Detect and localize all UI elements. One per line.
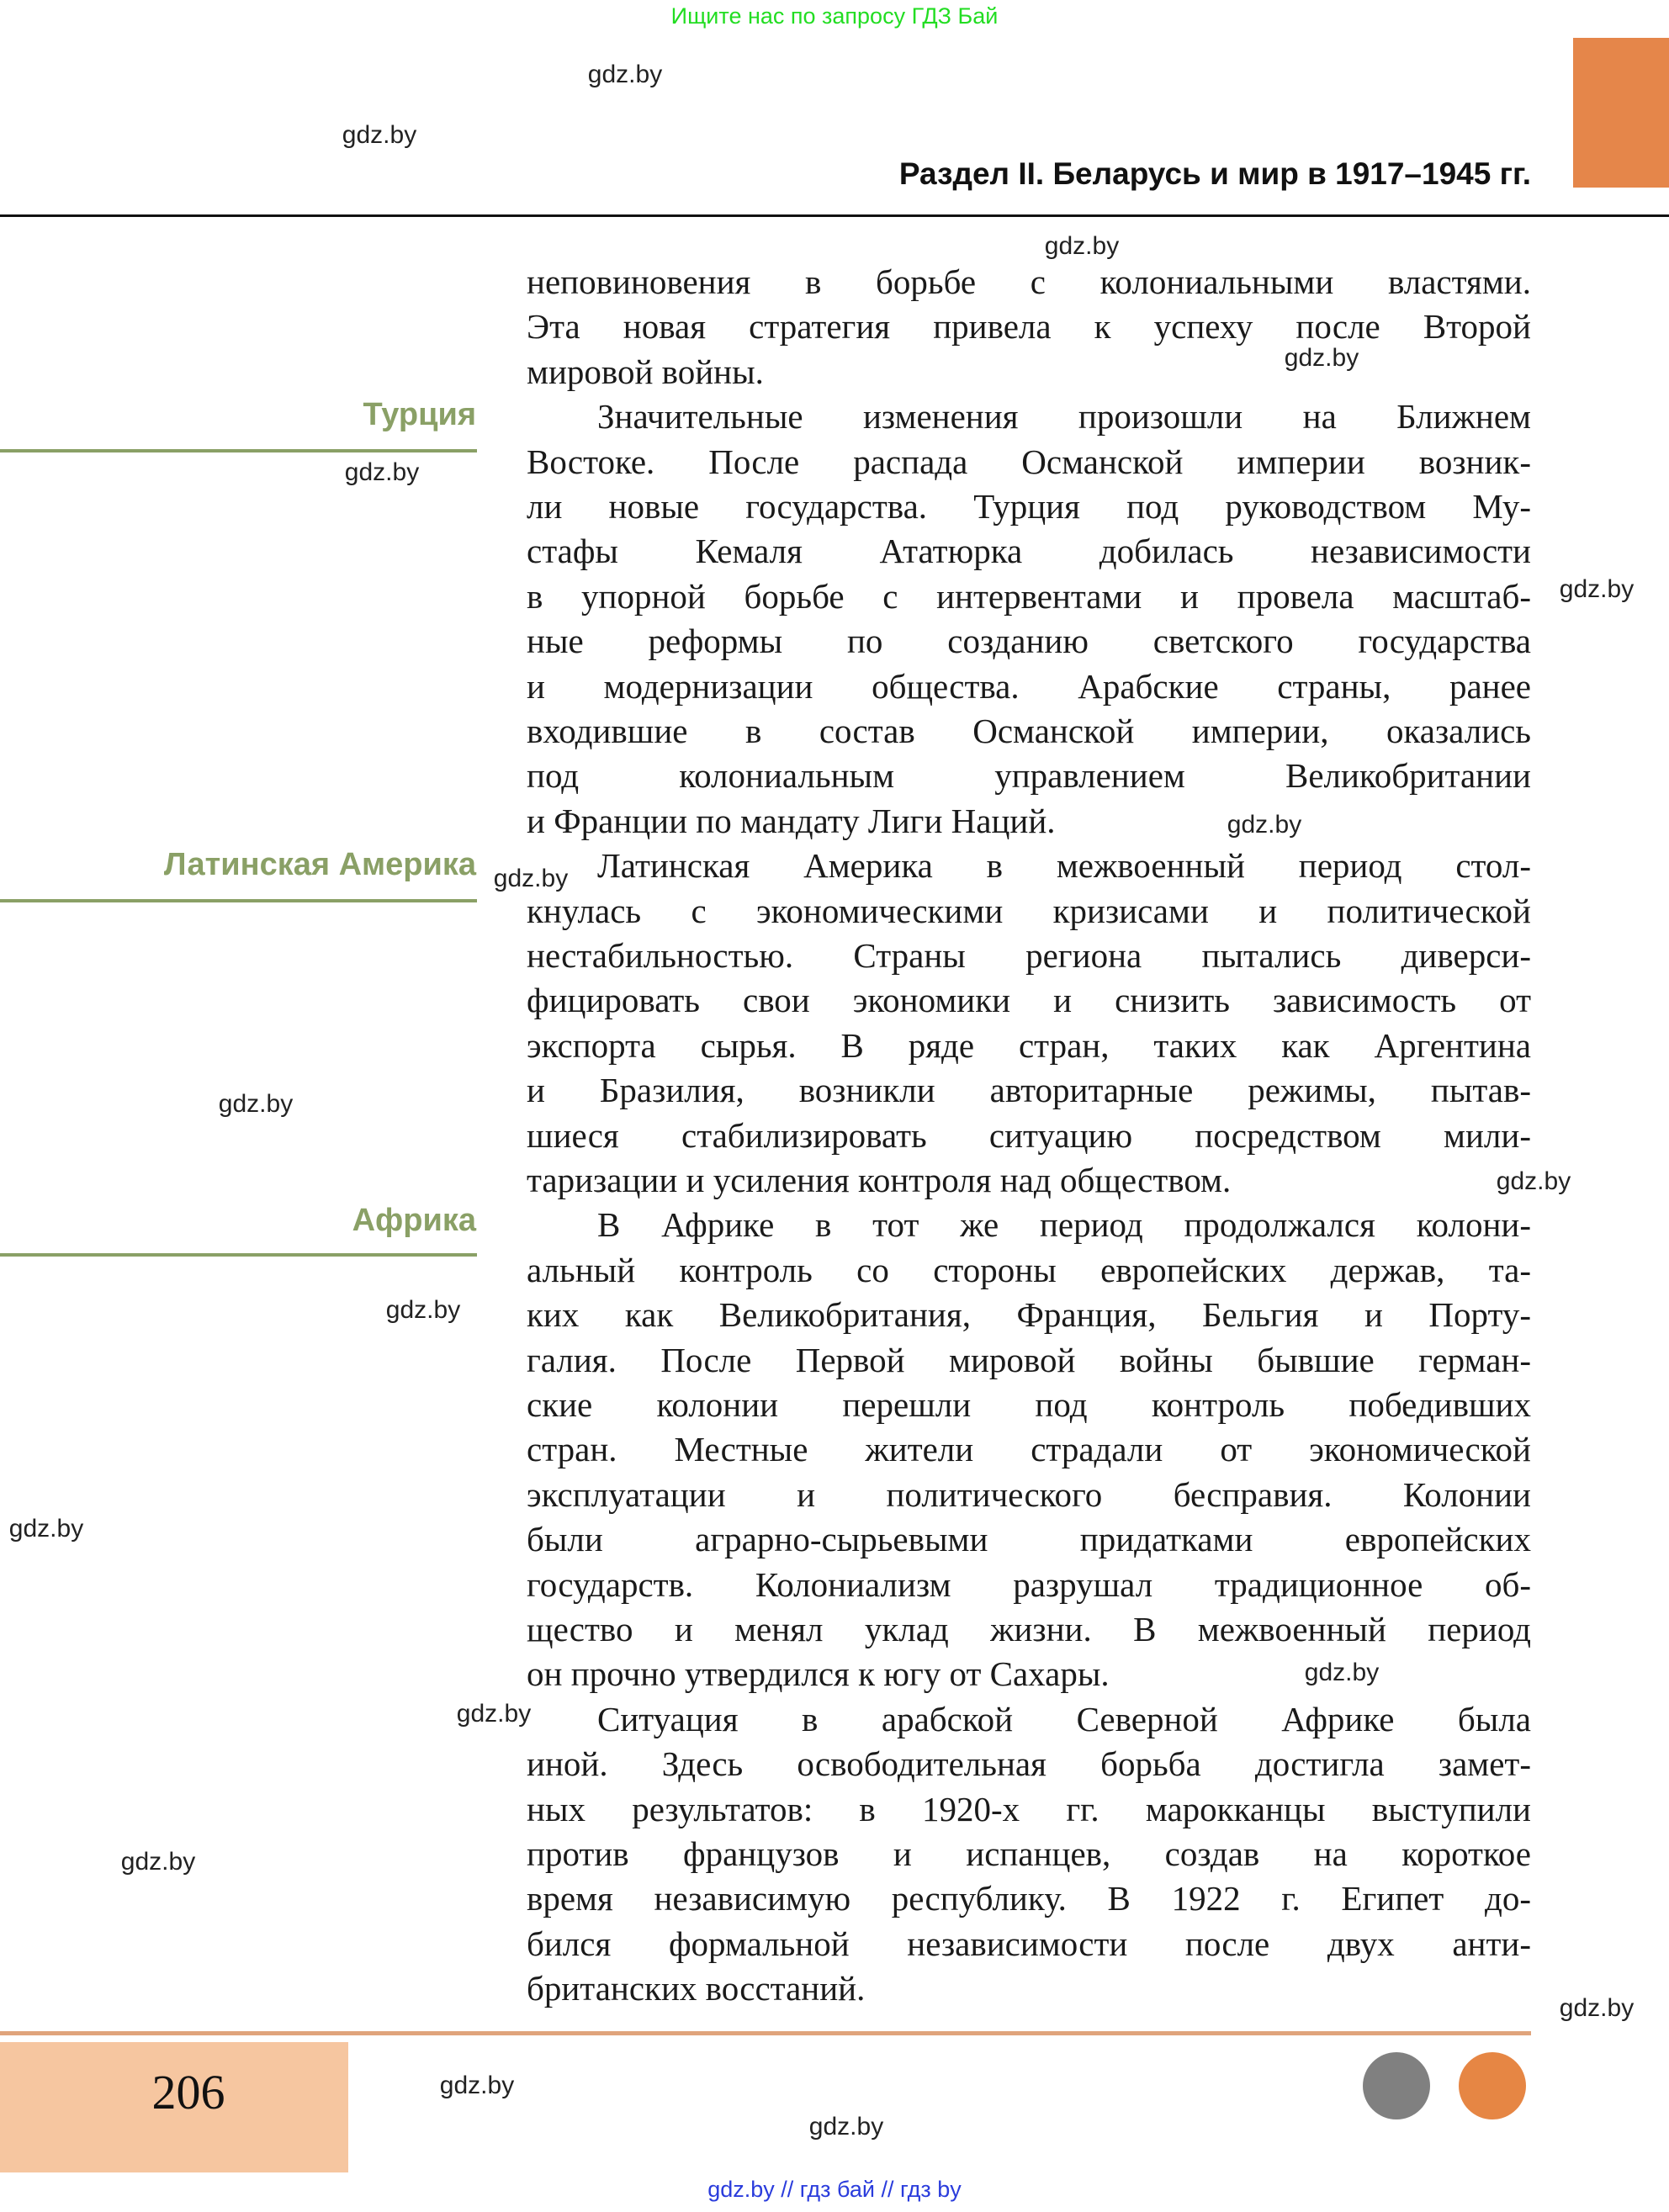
body-line: ские колонии перешли под контроль победивших (527, 1385, 1531, 1424)
body-line: кнулась с экономическими кризисами и политической (527, 891, 1531, 930)
body-line: бился формальной независимости после двух анти- (527, 1924, 1531, 1963)
side-heading-latin-america: Латинская Америка (163, 847, 476, 882)
body-line: иной. Здесь освободительная борьба достигла замет- (527, 1744, 1531, 1784)
watermark-text: gdz.by (456, 1700, 532, 1728)
body-line: ких как Великобритания, Франция, Бельгия и Порту- (527, 1295, 1531, 1335)
page-number: 206 (151, 2065, 225, 2119)
body-line: ные реформы по созданию светского государства (527, 622, 1531, 661)
watermark-text: gdz.by (439, 2072, 515, 2099)
watermark-text: gdz.by (587, 61, 663, 88)
body-line: и Бразилия, возникли авторитарные режимы, пытав- (527, 1071, 1531, 1110)
watermark-text: gdz.by (808, 2113, 884, 2141)
bottom-links[interactable]: gdz.by // гдз бай // гдз by (707, 2177, 962, 2202)
body-line: британских восстаний. (527, 1969, 866, 2008)
watermark-text: gdz.by (120, 1848, 196, 1876)
watermark-text: gdz.by (1044, 232, 1120, 260)
body-line: были аграрно-сырьевыми придатками европейских (527, 1520, 1531, 1559)
side-heading-rule (0, 449, 477, 452)
body-line: ных результатов: в 1920-х гг. марокканцы выступили (527, 1789, 1531, 1828)
body-line: стран. Местные жители страдали от экономической (527, 1430, 1531, 1469)
body-line: государств. Колониализм разрушал традиционное об- (527, 1564, 1531, 1604)
body-line: он прочно утвердился к югу от Сахары. (527, 1654, 1110, 1694)
body-line: щество и менял уклад жизни. В межвоенный период (527, 1610, 1531, 1648)
body-line: Востоке. После распада Османской империи возник- (527, 442, 1531, 481)
body-line: Ситуация в арабской Северной Африке была (597, 1699, 1531, 1738)
search-banner: Ищите нас по запросу ГДЗ Бай (670, 3, 999, 29)
watermark-text: gdz.by (1559, 575, 1635, 603)
body-line: экспорта сырья. В ряде стран, таких как Аргентина (527, 1025, 1531, 1065)
body-line: против французов и испанцев, создав на короткое (527, 1834, 1531, 1873)
header-divider (0, 214, 1669, 217)
body-line: шиеся стабилизировать ситуацию посредством мили- (527, 1115, 1531, 1155)
body-line: эксплуатации и политического бесправия. Колонии (527, 1474, 1531, 1514)
body-line: неповиновения в борьбе с колониальными властями. (527, 262, 1531, 301)
gray-circle-marker (1363, 2052, 1430, 2119)
body-line: галия. После Первой мировой войны бывшие герман- (527, 1340, 1531, 1379)
body-line: нестабильностью. Страны региона пытались диверси- (527, 936, 1531, 975)
side-heading-rule (0, 1253, 477, 1257)
body-line: альный контроль со стороны европейских держав, та- (527, 1250, 1531, 1289)
watermark-text: gdz.by (8, 1515, 84, 1543)
watermark-text: gdz.by (1496, 1167, 1571, 1195)
body-line: таризации и усиления контроля над обществом. (527, 1161, 1232, 1199)
body-line: ли новые государства. Турция под руководством Му- (527, 487, 1531, 526)
watermark-text: gdz.by (1559, 1994, 1635, 2022)
footer-divider (0, 2031, 1531, 2035)
body-line: Эта новая стратегия привела к успеху после Второй (527, 307, 1531, 347)
body-line: мировой войны. (527, 352, 764, 391)
section-title: Раздел II. Беларусь и мир в 1917–1945 гг. (898, 156, 1531, 191)
body-line: Латинская Америка в межвоенный период стол- (597, 846, 1531, 886)
watermark-text: gdz.by (218, 1090, 294, 1118)
watermark-text: gdz.by (1284, 344, 1359, 372)
side-heading-rule (0, 899, 477, 902)
body-line: время независимую республику. В 1922 г. Египет до- (527, 1879, 1531, 1918)
body-line: стафы Кемаля Ататюрка добилась независимости (527, 532, 1531, 571)
body-line: фицировать свои экономики и снизить зависимость от (527, 981, 1531, 1020)
body-line: под колониальным управлением Великобритании (527, 756, 1531, 796)
orange-circle-marker (1459, 2052, 1526, 2119)
body-line: В Африке в тот же период продолжался колони- (597, 1205, 1531, 1245)
watermark-text: gdz.by (385, 1296, 461, 1324)
section-color-tab (1573, 38, 1669, 188)
watermark-text: gdz.by (493, 865, 569, 892)
watermark-text: gdz.by (342, 121, 417, 149)
side-heading-turkey: Турция (363, 397, 476, 432)
body-line: и Франции по мандату Лиги Наций. (527, 801, 1056, 840)
watermark-text: gdz.by (1304, 1659, 1380, 1686)
body-line: в упорной борьбе с интервентами и провела масштаб- (527, 576, 1531, 616)
watermark-text: gdz.by (1227, 811, 1302, 839)
body-line: и модернизации общества. Арабские страны, ранее (527, 666, 1531, 706)
body-line: Значительные изменения произошли на Ближнем (597, 397, 1531, 437)
watermark-text: gdz.by (344, 458, 420, 486)
body-line: входившие в состав Османской империи, оказались (527, 712, 1531, 750)
side-heading-africa: Африка (352, 1203, 476, 1238)
